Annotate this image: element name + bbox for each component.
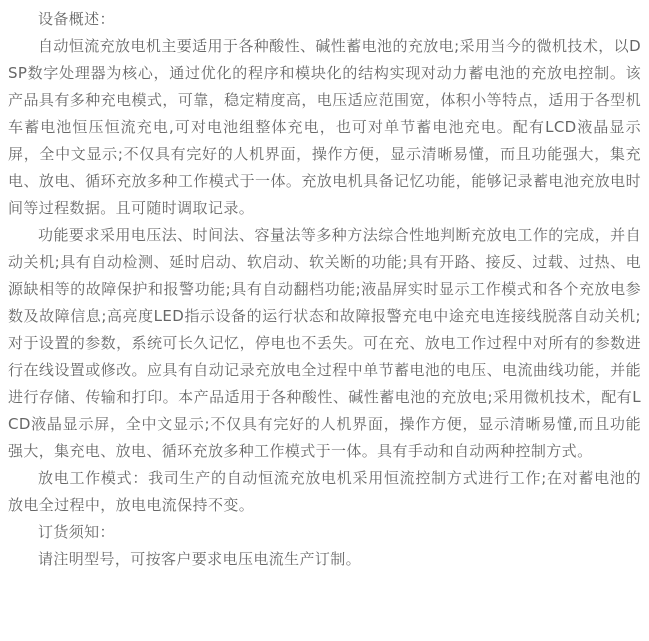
- heading-ordering-notes: 订货须知：: [38, 523, 115, 541]
- heading-equipment-overview: 设备概述：: [38, 10, 115, 28]
- paragraph-ordering-instruction: 请注明型号，可按客户要求电压电流生产订制。: [38, 550, 361, 568]
- paragraph-discharge-work-mode: 放电工作模式：我司生产的自动恒流充放电机采用恒流控制方式进行工作;在对蓄电池的放电全过程中，放电电流保持不变。: [8, 469, 641, 514]
- paragraph-product-description: 自动恒流充放电机主要适用于各种酸性、碱性蓄电池的充放电;采用当今的微机技术，以DSP数字处理器为核心，通过优化的程序和模块化的结构实现对动力蓄电池的充放电控制。该产品具有多种充电模式，可靠，稳定精度高，电压适应范围宽，体积小等特点，适用于各型机车蓄电池恒压恒流充电,可对电池组整体充电，也可对单节蓄电池充电。配有LCD液晶显示屏，全中文显示;不仅具有完好的人机界面，操作方便，显示清晰易懂，而且功能强大，集充电、放电、循环充放多种工作模式于一体。充放电机具备记忆功能，能够记录蓄电池充放电时间等过程数据。且可随时调取记录。: [8, 37, 641, 217]
- paragraph-function-requirements: 功能要求采用电压法、时间法、容量法等多种方法综合性地判断充放电工作的完成，并自动关机;具有自动检测、延时启动、软启动、软关断的功能;具有开路、接反、过载、过热、电源缺相等的故障保护和报警功能;具有自动翻档功能;液晶屏实时显示工作模式和各个充放电参数及故障信息;高亮度LED指示设备的运行状态和故障报警充电中途充电连接线脱落自动关机;对于设置的参数，系统可长久记忆，停电也不丢失。可在充、放电工作过程中对所有的参数进行在线设置或修改。应具有自动记录充放电全过程中单节蓄电池的电压、电流曲线功能，并能进行存储、传输和打印。本产品适用于各种酸性、碱性蓄电池的充放电;采用微机技术，配有LCD液晶显示屏，全中文显示;不仅具有完好的人机界面，操作方便，显示清晰易懂,而且功能强大，集充电、放电、循环充放多种工作模式于一体。具有手动和自动两种控制方式。: [8, 226, 641, 460]
